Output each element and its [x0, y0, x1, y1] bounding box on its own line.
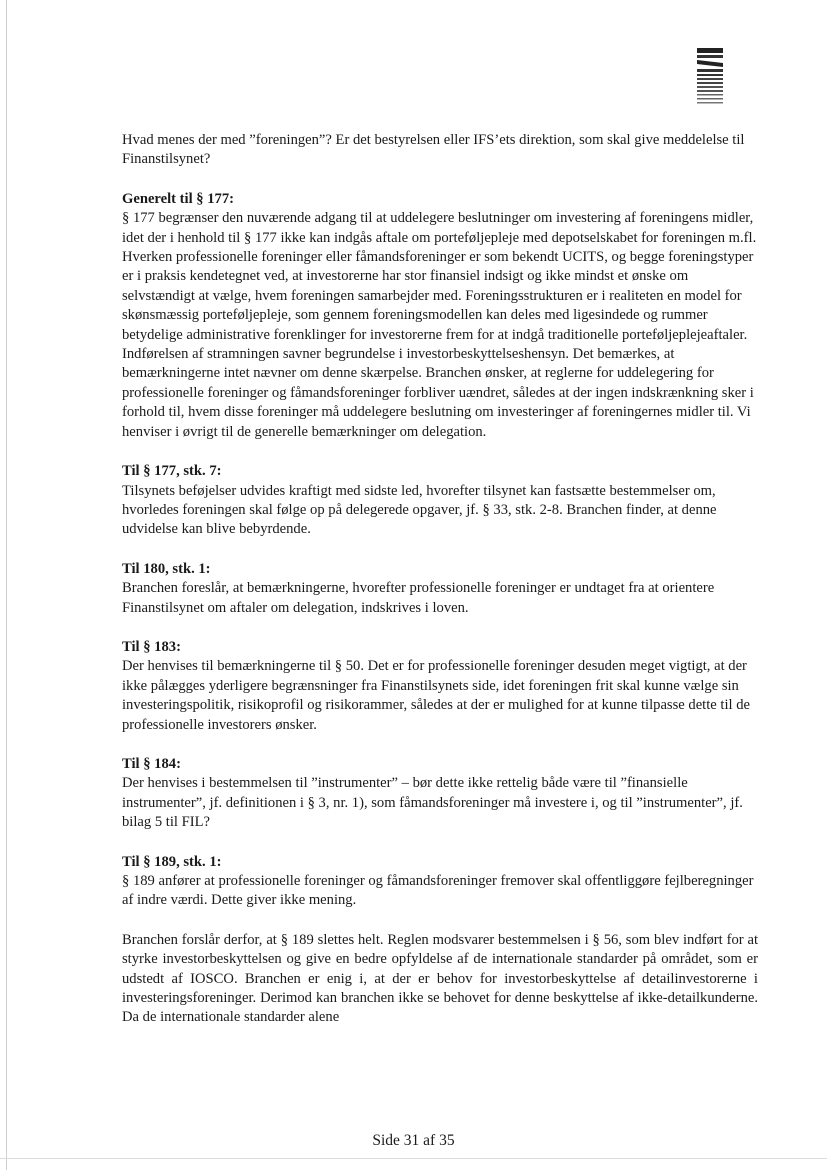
section-184	[122, 755, 758, 833]
section-text: Tilsynets beføjelser udvides kraftigt med sidste led, hvorefter tilsynet kan fastsætte bestemmelser om, hvorledes foreningen skal følge op på delegerede opgaver, jf. § 33, stk. 2-8. Branchen finder, at denne udvidelse kan blive bebyrdende.	[122, 482, 717, 538]
section-text: Der henvises i bestemmelsen til ”instrumenter” – bør dette ikke rettelig både være til ”finansielle instrumenter”, jf. definitionen i § 3, nr. 1), som fåmandsforeninger må investere i, og til ”instrumenter”, jf. bilag 5 til FIL?	[122, 775, 743, 831]
section-general-177	[122, 190, 758, 442]
scan-bottom-line	[0, 1158, 827, 1159]
section-heading: Til § 184:	[122, 755, 181, 772]
section-189-stk-1	[122, 853, 758, 911]
section-text: Branchen foreslår, at bemærkningerne, hvorefter professionelle foreninger er undtaget fra at orientere Finanstilsynet om aftaler om delegation, indskrives i loven.	[122, 580, 715, 616]
section-heading: Til 180, stk. 1:	[122, 560, 211, 577]
section-text: § 177 begrænser den nuværende adgang til at uddelegere beslutninger om investering af foreningens midler, idet der i henhold til § 177 ikke kan indgås aftale om porteføljepleje med depotselskabet for foreningen m.fl. Hverken professionelle foreninger eller fåmandsforeninger er som bekendt UCITS, og begge foreningstyper er i praksis kendetegnet ved, at investorerne har stor finansiel indsigt og ikke mindst et ønske om selvstændigt at vælge, hvem foreningen samarbejder med. Foreningsstrukturen er i realiteten en model for skønsmæssig porteføljepleje, som gennem foreningsmodellen kan deles med ligesindede og rummer betydelige administrative forenklinger for investorerne frem for at indgå traditionelle porteføljeplejeaftaler. Indførelsen af stramningen savner begrundelse i investorbeskyttelseshensyn. Det bemærkes, at bemærkningerne intet nævner om denne skærpelse. Branchen ønsker, at reglerne for uddelegering for professionelle foreninger og fåmandsforeninger forbliver uændret, således at der ingen indskrænkning sker i forhold til, hvem disse foreninger må uddelegere beslutning om investeringer af foreningernes midler til. Vi henviser i øvrigt til de generelle bemærkninger om delegation.	[122, 210, 757, 440]
section-180-stk-1	[122, 560, 758, 618]
final-paragraph: Branchen forslår derfor, at § 189 slettes helt. Reglen modsvarer bestemmelsen i § 56, som blev indført for at styrke investorbeskyttelsen og give en bedre opfyldelse af de internationale standarder på området, som er udstedt af IOSCO. Branchen er enig i, at der er behov for investorbeskyttelse af detailinvestorerne i investeringsforeninger. Derimod kan branchen ikke se behovet for denne beskyttelse af ikke-detailkunderne. Da de internationale standarder alene	[122, 931, 758, 1026]
section-text: Der henvises til bemærkningerne til § 50. Det er for professionelle foreninger desuden meget vigtigt, at der ikke pålægges yderligere begrænsninger fra Finanstilsynets side, idet foreningen frit skal kunne vælge sin investeringspolitik, risikoprofil og risikorammer, således at der er mulighed for at kunne tilpasse dette til de professionelle investorers ønsker.	[122, 658, 751, 733]
barcode-stripes-logo-icon	[697, 48, 723, 106]
section-heading: Til § 189, stk. 1:	[122, 853, 222, 870]
section-183	[122, 638, 758, 735]
section-177-stk-7	[122, 462, 758, 540]
intro-paragraph: Hvad menes der med ”foreningen”? Er det bestyrelsen eller IFS’ets direktion, som skal give meddelelse til Finanstilsynet?	[122, 132, 745, 168]
scan-edge-line	[6, 0, 7, 1170]
document-body	[122, 131, 758, 1048]
section-heading: Generelt til § 177:	[122, 190, 234, 207]
section-heading: Til § 183:	[122, 638, 181, 655]
page-number: Side 31 af 35	[372, 1132, 455, 1149]
section-heading: Til § 177, stk. 7:	[122, 463, 222, 480]
section-text: § 189 anfører at professionelle foreninger og fåmandsforeninger fremover skal offentliggøre fejlberegninger af indre værdi. Dette giver ikke mening.	[122, 873, 754, 909]
